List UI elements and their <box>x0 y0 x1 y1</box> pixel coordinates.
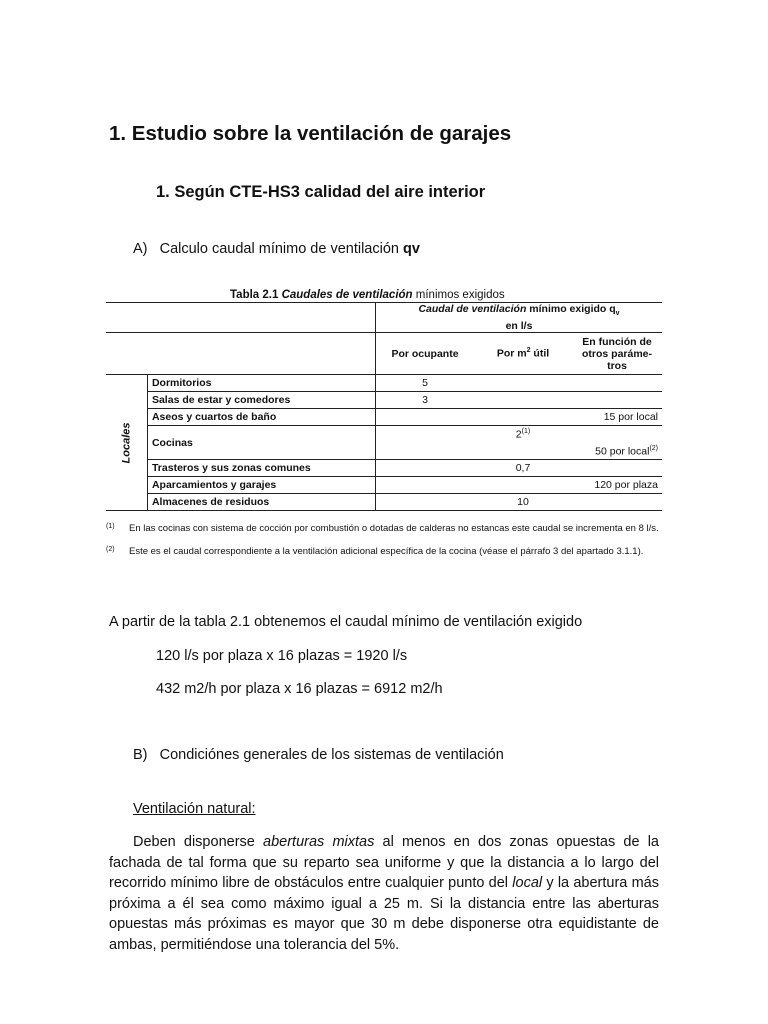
row-c3 <box>572 460 662 477</box>
row-c2 <box>474 375 572 392</box>
row-c2: 0,7 <box>515 462 531 475</box>
table-row <box>106 477 662 494</box>
col2-a: Por m <box>496 347 527 360</box>
row-label: Aseos y cuartos de baño <box>147 409 375 426</box>
calc-line-1: 120 l/s por plaza x 16 plazas = 1920 l/s <box>156 648 408 664</box>
col-header-ocupante: Por ocupante <box>376 333 475 375</box>
row-c1 <box>376 409 475 426</box>
row-c3 <box>572 426 662 460</box>
cocinas-c3: 50 por local <box>595 445 650 458</box>
header-main-rest: mínimo exigido q <box>526 303 616 315</box>
table-row <box>106 494 662 511</box>
row-c1: 5 <box>376 375 475 392</box>
row-c2 <box>474 477 572 494</box>
row-c2: 10 <box>517 496 529 509</box>
table-title <box>230 289 505 301</box>
section-b-text: Condiciónes generales de los sistemas de ventilación <box>159 747 504 763</box>
section-a-bold: qv <box>403 241 420 257</box>
page-title: 1. Estudio sobre la ventilación de garajes <box>109 122 512 145</box>
row-label: Aparcamientos y garajes <box>147 477 375 494</box>
para-part-2: al menos en dos zonas opuestas de la fachada de tal forma que su reparto sea uniforme y que la distancia a lo largo del recorrido mínimo libre de obstáculos entre cualquier punto del <box>109 834 659 891</box>
row-c2 <box>474 392 572 409</box>
row-c1 <box>376 477 475 494</box>
intro-line: A partir de la tabla 2.1 obtenemos el caudal mínimo de ventilación exigido <box>109 614 583 630</box>
para-part-1: Deben disponerse <box>133 834 264 850</box>
section-heading: 1. Según CTE-HS3 calidad del aire interior <box>156 183 486 201</box>
table-title-bold: Tabla 2.1 <box>230 289 282 301</box>
section-a <box>133 241 420 257</box>
row-c1 <box>376 494 475 511</box>
footnote-mark: (1) <box>106 523 115 530</box>
row-label: Salas de estar y comedores <box>147 392 375 409</box>
section-b <box>133 747 504 763</box>
table-row <box>106 392 662 409</box>
header-main-unit: en l/s <box>505 320 533 333</box>
table-row <box>106 375 662 392</box>
cocinas-c2-sup: (1) <box>521 428 531 436</box>
row-label: Almacenes de residuos <box>147 494 375 511</box>
row-c3 <box>572 392 662 409</box>
header-main-sub: v <box>615 310 620 318</box>
table-row <box>106 426 662 460</box>
row-c3: 15 por local <box>603 411 658 424</box>
side-label-cell <box>106 375 147 511</box>
para-part-3: y la abertura más próxima a él sea como máximo igual a 25 m. Si la distancia entre las aberturas opuestas más próximas es mayor que 30 m debe disponerse otra equidistante de ambas, permitiéndose una tolerancia del 5%. <box>109 875 659 953</box>
row-label: Trasteros y sus zonas comunes <box>147 460 375 477</box>
cocinas-c3-sup: (2) <box>649 444 658 452</box>
col-header-otros: En función de otros paráme-tros <box>572 333 662 375</box>
row-c1: 3 <box>376 392 475 409</box>
footnote-mark: (2) <box>106 546 115 553</box>
para-italic-2: local <box>512 875 543 891</box>
row-c2 <box>474 426 572 460</box>
table-header-main <box>376 303 663 333</box>
ventilation-table <box>106 302 662 511</box>
row-c1 <box>376 426 475 460</box>
col2-sup: 2 <box>526 347 531 355</box>
side-label: Locales <box>120 422 133 464</box>
subheading: Ventilación natural: <box>133 801 256 817</box>
row-label: Dormitorios <box>147 375 375 392</box>
section-a-text: Calculo caudal mínimo de ventilación <box>159 241 403 257</box>
row-c3: 120 por plaza <box>594 479 658 492</box>
header-main-italic: Caudal de ventilación <box>418 303 527 315</box>
row-c1 <box>376 460 475 477</box>
table-title-rest: mínimos exigidos <box>412 289 505 301</box>
body-paragraph <box>109 832 659 955</box>
row-c3 <box>572 494 662 511</box>
footnote-text: En las cocinas con sistema de cocción por combustión o dotadas de calderas no estancas este caudal se incrementa en 8 l/s. <box>129 523 659 534</box>
footnote-text: Este es el caudal correspondiente a la ventilación adicional específica de la cocina (véase el párrafo 3 del apartado 3.1.1). <box>129 546 644 557</box>
table-title-italic: Caudales de ventilación <box>281 289 413 301</box>
footnote-2 <box>106 546 662 557</box>
row-label: Cocinas <box>147 426 375 460</box>
section-a-prefix: A) <box>133 241 148 257</box>
table-row <box>106 460 662 477</box>
col-header-m2 <box>474 333 572 375</box>
calc-line-2: 432 m2/h por plaza x 16 plazas = 6912 m2/h <box>156 681 443 697</box>
cocinas-c2: 2 <box>515 428 522 441</box>
row-c3 <box>572 375 662 392</box>
para-italic-1: aberturas mixtas <box>263 834 375 850</box>
section-b-prefix: B) <box>133 747 148 763</box>
row-c2 <box>474 409 572 426</box>
col2-b: útil <box>530 347 550 360</box>
table-row <box>106 409 662 426</box>
footnote-1 <box>106 523 662 534</box>
